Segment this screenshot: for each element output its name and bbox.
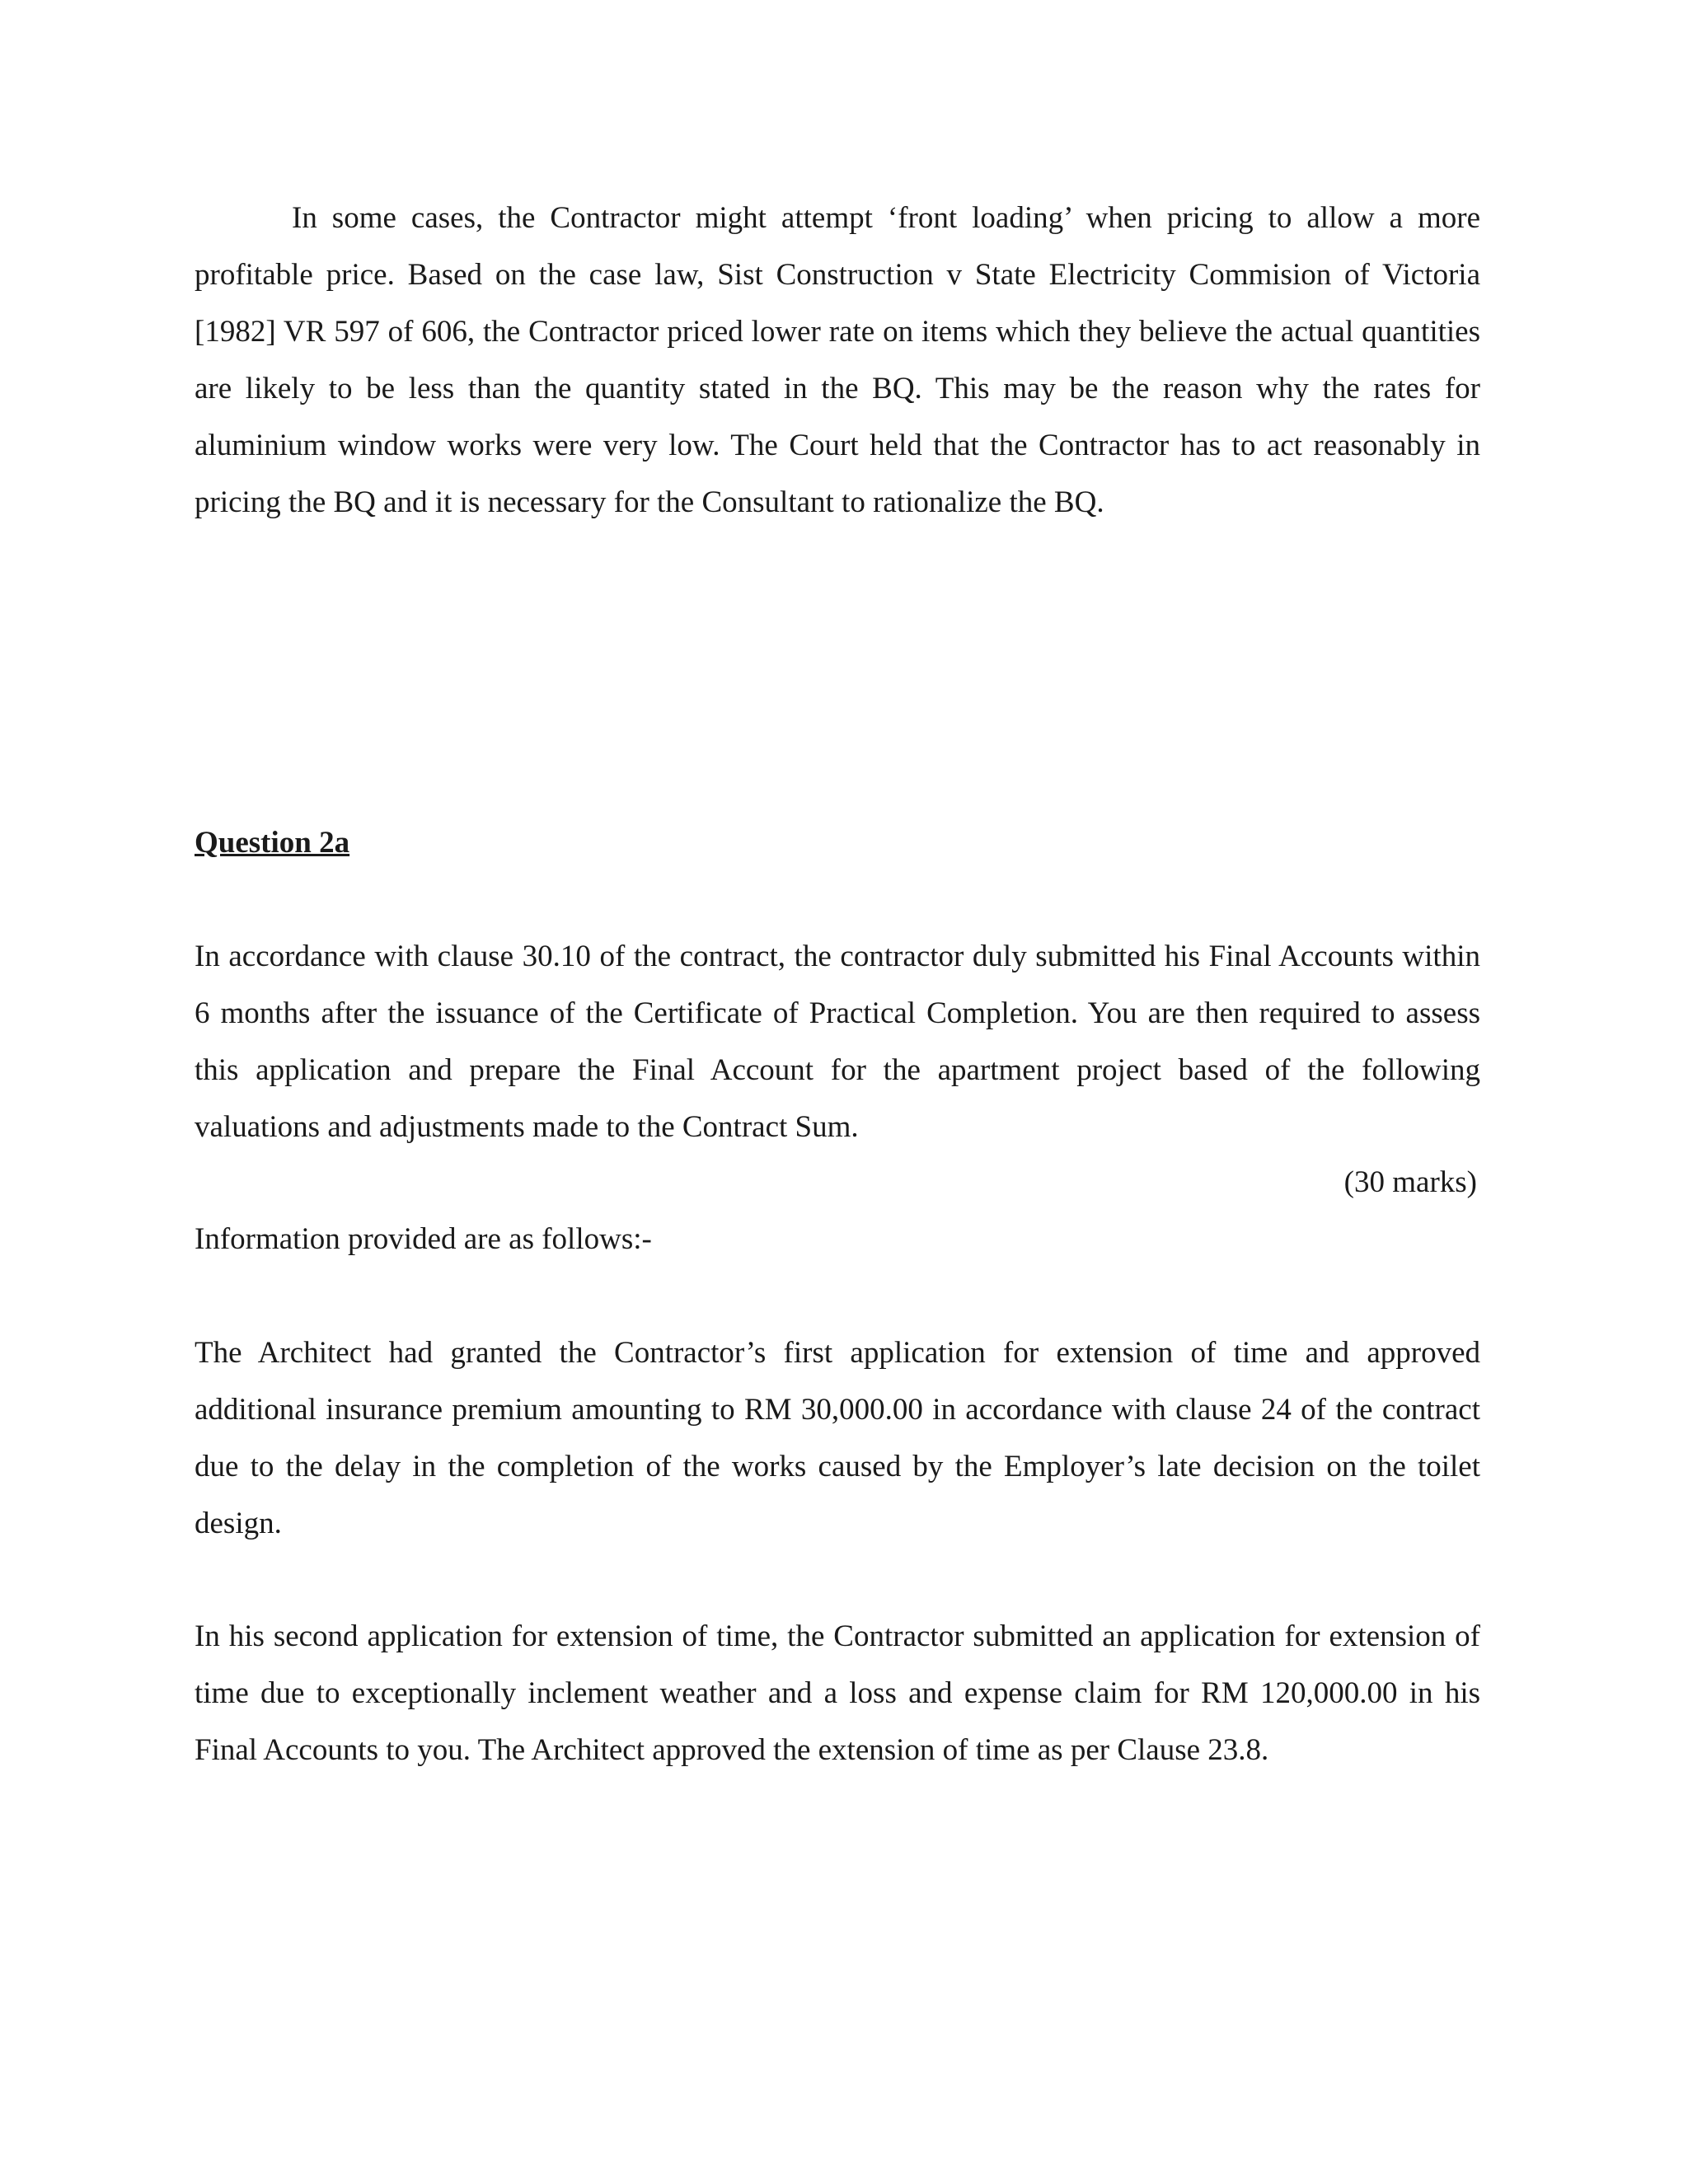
- paragraph-front-loading: In some cases, the Contractor might attempt ‘front loading’ when pricing to allow a more profitable price. Based on the case law, Sist Construction v State Electricity Commision of Victoria [1982] VR 597 of 606, the Contractor priced lower rate on items which they believe the actual quantities are likely to be less than the quantity stated in the BQ. This may be the reason why the rates for aluminium window works were very low. The Court held that the Contractor has to act reasonably in pricing the BQ and it is necessary for the Consultant to rationalize the BQ.: [195, 201, 1480, 519]
- marks-label: (30 marks): [1343, 1165, 1477, 1199]
- paragraph-second-eot: In his second application for extension of time, the Contractor submitted an application for extension of time due to exceptionally inclement weather and a loss and expense claim for RM 120,000.00 in his Final Accounts to you. The Architect approved the extension of time as per Clause 23.8.: [195, 1619, 1480, 1767]
- info-intro: Information provided are as follows:-: [195, 1222, 652, 1256]
- paragraph-final-accounts: In accordance with clause 30.10 of the contract, the contractor duly submitted his Final Accounts within 6 months after the issuance of the Certificate of Practical Completion. You are then required to assess this application and prepare the Final Account for the apartment project based of the following valuations and adjustments made to the Contract Sum.: [195, 940, 1480, 1144]
- question-heading: Question 2a: [195, 826, 350, 860]
- paragraph-first-eot: The Architect had granted the Contractor’s first application for extension of time and approved additional insurance premium amounting to RM 30,000.00 in accordance with clause 24 of the contract due to the delay in the completion of the works caused by the Employer’s late decision on the toilet design.: [195, 1336, 1480, 1540]
